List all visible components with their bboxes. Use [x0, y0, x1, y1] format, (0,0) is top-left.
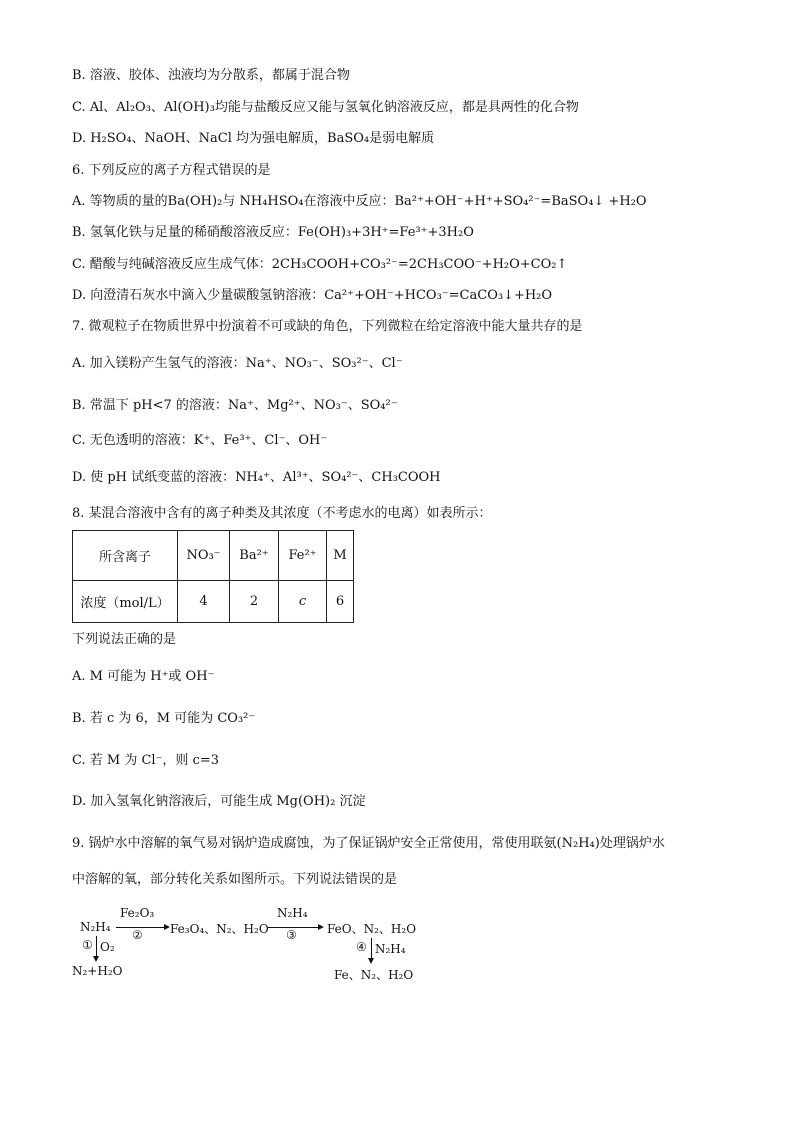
arrow-step-4: [371, 938, 372, 962]
diagram-reagent-3: N₂H₄: [277, 906, 308, 920]
q6-option-a: A. 等物质的量的Ba(OH)₂与 NH₄HSO₄在溶液中反应：Ba²⁺+OH⁻+H⁺+SO₄²⁻=BaSO₄↓ +H₂O: [72, 194, 647, 209]
q8-option-d: D. 加入氢氧化钠溶液后，可能生成 Mg(OH)₂ 沉淀: [72, 794, 366, 809]
table-value: c: [279, 581, 327, 623]
diagram-reagent-2: Fe₂O₃: [120, 906, 155, 920]
table-ion: Fe²⁺: [279, 531, 327, 581]
diagram-reagent-4: N₂H₄: [375, 942, 406, 956]
diagram-step-3: ③: [286, 928, 297, 942]
q9-stem-line1: 9. 锅炉水中溶解的氧气易对锅炉造成腐蚀，为了保证锅炉安全正常使用，常使用联氨(N₂H₄)处理锅炉水: [72, 836, 665, 851]
q6-option-d: D. 向澄清石灰水中滴入少量碳酸氢钠溶液：Ca²⁺+OH⁻+HCO₃⁻=CaCO₃↓+H₂O: [72, 288, 553, 303]
table-value: 4: [178, 581, 230, 623]
q6-option-c: C. 醋酸与纯碱溶液反应生成气体：2CH₃COOH+CO₃²⁻=2CH₃COO⁻+H₂O+CO₂↑: [72, 257, 568, 272]
diagram-product-4: Fe、N₂、H₂O: [334, 968, 414, 982]
diagram-right: FeO、N₂、H₂O: [327, 922, 417, 936]
q7-option-b: B. 常温下 pH<7 的溶液：Na⁺、Mg²⁺、NO₃⁻、SO₄²⁻: [72, 398, 398, 413]
q9-stem-line2: 中溶解的氧，部分转化关系如图所示。下列说法错误的是: [72, 872, 398, 887]
table-ion: NO₃⁻: [178, 531, 230, 581]
q7-option-c: C. 无色透明的溶液：K⁺、Fe³⁺、Cl⁻、OH⁻: [72, 433, 328, 448]
diagram-step-2: ②: [132, 928, 143, 942]
q5-option-d: D. H₂SO₄、NaOH、NaCl 均为强电解质，BaSO₄是弱电解质: [72, 131, 435, 146]
q5-option-c: C. Al、Al₂O₃、Al(OH)₃均能与盐酸反应又能与氢氧化钠溶液反应，都是具两性的化合物: [72, 100, 579, 115]
arrow-step-1: [96, 936, 97, 960]
diagram-start: N₂H₄: [80, 920, 111, 934]
diagram-step-4: ④: [356, 940, 367, 954]
diagram-product-1: N₂+H₂O: [72, 964, 123, 978]
q6-option-b: B. 氢氧化铁与足量的稀硝酸溶液反应：Fe(OH)₃+3H⁺=Fe³⁺+3H₂O: [72, 225, 474, 240]
table-value: 6: [327, 581, 354, 623]
reaction-diagram: [72, 906, 452, 986]
q7-option-a: A. 加入镁粉产生氢气的溶液：Na⁺、NO₃⁻、SO₃²⁻、Cl⁻: [72, 356, 403, 371]
q8-option-c: C. 若 M 为 Cl⁻，则 c=3: [72, 753, 219, 768]
table-ion: M: [327, 531, 354, 581]
table-ion: Ba²⁺: [230, 531, 279, 581]
q7-option-d: D. 使 pH 试纸变蓝的溶液：NH₄⁺、Al³⁺、SO₄²⁻、CH₃COOH: [72, 470, 441, 485]
table-header-ions: 所含离子: [73, 531, 178, 581]
table-value: 2: [230, 581, 279, 623]
q8-option-a: A. M 可能为 H⁺或 OH⁻: [72, 669, 215, 684]
q5-option-b: B. 溶液、胶体、浊液均为分散系，都属于混合物: [72, 68, 350, 83]
q7-stem: 7. 微观粒子在物质世界中扮演着不可或缺的角色，下列微粒在给定溶液中能大量共存的是: [72, 319, 583, 334]
q8-stem: 8. 某混合溶液中含有的离子种类及其浓度（不考虑水的电离）如表所示：: [72, 506, 492, 521]
diagram-middle: Fe₃O₄、N₂、H₂O: [170, 922, 269, 936]
ion-concentration-table: [72, 530, 354, 623]
diagram-step-1: ①: [82, 938, 93, 952]
diagram-reagent-1: O₂: [100, 940, 115, 954]
q6-stem: 6. 下列反应的离子方程式错误的是: [72, 163, 271, 178]
table-header-concentration: 浓度（mol/L）: [73, 581, 178, 623]
q8-option-b: B. 若 c 为 6，M 可能为 CO₃²⁻: [72, 711, 256, 726]
q8-prompt: 下列说法正确的是: [72, 632, 177, 647]
